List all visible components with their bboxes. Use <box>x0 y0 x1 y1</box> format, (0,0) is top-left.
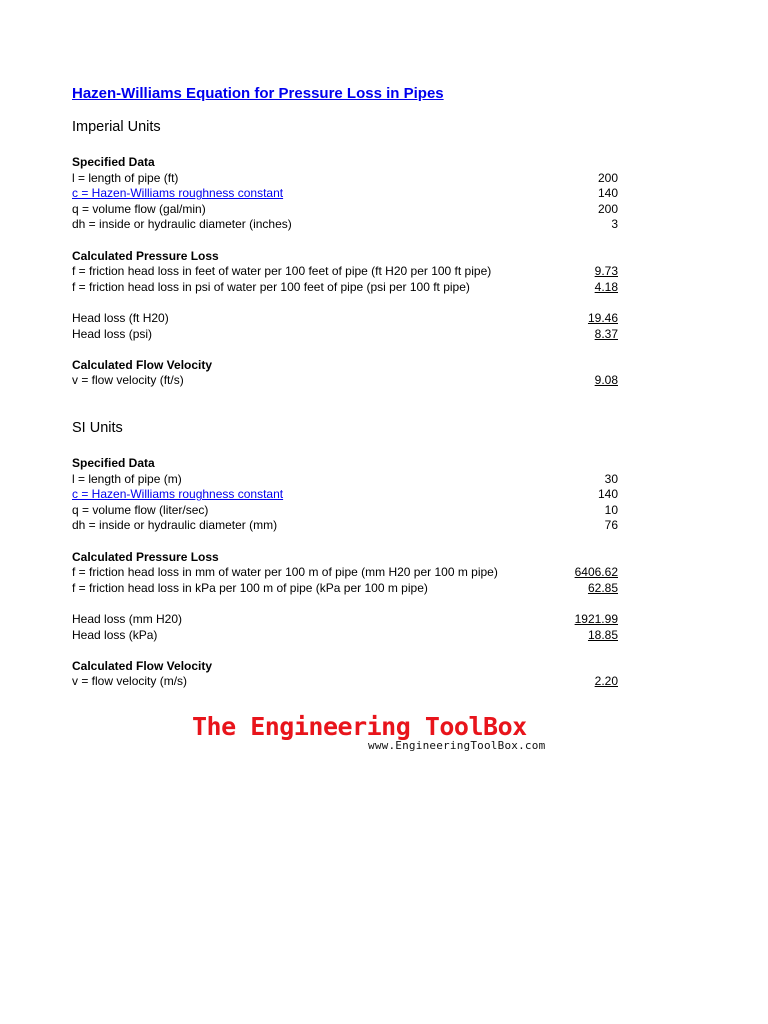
imperial-specified-heading: Specified Data <box>72 155 155 169</box>
imperial-c-row <box>72 186 618 202</box>
imperial-q-value[interactable]: 200 <box>597 201 618 216</box>
logo-name: The Engineering ToolBox <box>192 712 527 741</box>
si-c-value[interactable]: 140 <box>597 487 618 502</box>
spacer <box>72 534 618 550</box>
si-dh-label: dh = inside or hydraulic diameter (mm) <box>72 518 278 533</box>
imperial-velocity-label: v = flow velocity (ft/s) <box>72 373 184 388</box>
si-f-kpa-label: f = friction head loss in kPa per 100 m of pipe (kPa per 100 m pipe) <box>72 580 428 595</box>
si-specified-heading: Specified Data <box>72 456 155 470</box>
si-head-loss-mm-row <box>72 612 618 628</box>
spacer <box>72 342 618 358</box>
imperial-pressure-heading: Calculated Pressure Loss <box>72 248 219 263</box>
si-f-kpa-value: 62.85 <box>587 580 618 595</box>
imperial-f-psi-row <box>72 280 618 296</box>
imperial-c-value[interactable]: 140 <box>597 186 618 201</box>
imperial-head-loss-psi-row <box>72 327 618 343</box>
imperial-section <box>72 155 618 389</box>
imperial-head-loss-psi-label: Head loss (psi) <box>72 326 153 341</box>
si-dh-value[interactable]: 76 <box>604 518 618 533</box>
si-velocity-label: v = flow velocity (m/s) <box>72 674 188 689</box>
spacer <box>72 295 618 311</box>
si-dh-row <box>72 518 618 534</box>
imperial-head-loss-psi-value: 8.37 <box>594 326 618 341</box>
si-c-row <box>72 487 618 503</box>
si-f-water-label: f = friction head loss in mm of water per 100 m of pipe (mm H20 per 100 m pipe) <box>72 565 498 580</box>
imperial-length-label: l = length of pipe (ft) <box>72 170 179 185</box>
si-pressure-heading: Calculated Pressure Loss <box>72 549 219 564</box>
imperial-f-water-value: 9.73 <box>594 264 618 279</box>
imperial-f-psi-value: 4.18 <box>594 279 618 294</box>
imperial-f-water-label: f = friction head loss in feet of water per 100 feet of pipe (ft H20 per 100 ft pipe) <box>72 264 492 279</box>
si-f-water-row <box>72 565 618 581</box>
imperial-dh-row <box>72 217 618 233</box>
si-q-label: q = volume flow (liter/sec) <box>72 502 209 517</box>
imperial-velocity-heading: Calculated Flow Velocity <box>72 357 213 372</box>
logo-url: www.EngineeringToolBox.com <box>368 739 546 752</box>
si-velocity-value: 2.20 <box>594 674 618 689</box>
si-units-heading: SI Units <box>72 420 123 436</box>
imperial-dh-label: dh = inside or hydraulic diameter (inches) <box>72 217 292 232</box>
spacer <box>72 643 618 659</box>
imperial-roughness-link[interactable]: c = Hazen-Williams roughness constant <box>72 186 284 201</box>
si-length-row <box>72 472 618 488</box>
spacer <box>72 596 618 612</box>
imperial-head-loss-ft-row <box>72 311 618 327</box>
si-velocity-row <box>72 674 618 690</box>
imperial-length-row <box>72 171 618 187</box>
imperial-length-value[interactable]: 200 <box>597 170 618 185</box>
imperial-q-label: q = volume flow (gal/min) <box>72 201 206 216</box>
si-head-loss-kpa-value: 18.85 <box>587 627 618 642</box>
si-roughness-link[interactable]: c = Hazen-Williams roughness constant <box>72 487 284 502</box>
si-section <box>72 456 618 690</box>
si-head-loss-mm-label: Head loss (mm H20) <box>72 611 183 626</box>
si-f-kpa-row <box>72 581 618 597</box>
spacer <box>72 233 618 249</box>
imperial-q-row <box>72 202 618 218</box>
si-head-loss-mm-value: 1921.99 <box>574 611 618 626</box>
si-velocity-heading: Calculated Flow Velocity <box>72 658 213 673</box>
imperial-head-loss-ft-label: Head loss (ft H20) <box>72 310 169 325</box>
imperial-units-heading: Imperial Units <box>72 119 161 135</box>
si-q-value[interactable]: 10 <box>604 502 618 517</box>
si-f-water-value: 6406.62 <box>574 565 618 580</box>
imperial-f-water-row <box>72 264 618 280</box>
imperial-velocity-row <box>72 373 618 389</box>
engineering-toolbox-logo[interactable] <box>192 712 582 760</box>
si-head-loss-kpa-label: Head loss (kPa) <box>72 627 158 642</box>
imperial-dh-value[interactable]: 3 <box>611 217 618 232</box>
imperial-head-loss-ft-value: 19.46 <box>587 310 618 325</box>
si-q-row <box>72 503 618 519</box>
si-length-value[interactable]: 30 <box>604 471 618 486</box>
imperial-velocity-value: 9.08 <box>594 373 618 388</box>
si-length-label: l = length of pipe (m) <box>72 471 182 486</box>
page-title-link[interactable]: Hazen-Williams Equation for Pressure Loss in Pipes <box>72 85 444 102</box>
imperial-f-psi-label: f = friction head loss in psi of water per 100 feet of pipe (psi per 100 ft pipe) <box>72 279 470 294</box>
si-head-loss-kpa-row <box>72 628 618 644</box>
